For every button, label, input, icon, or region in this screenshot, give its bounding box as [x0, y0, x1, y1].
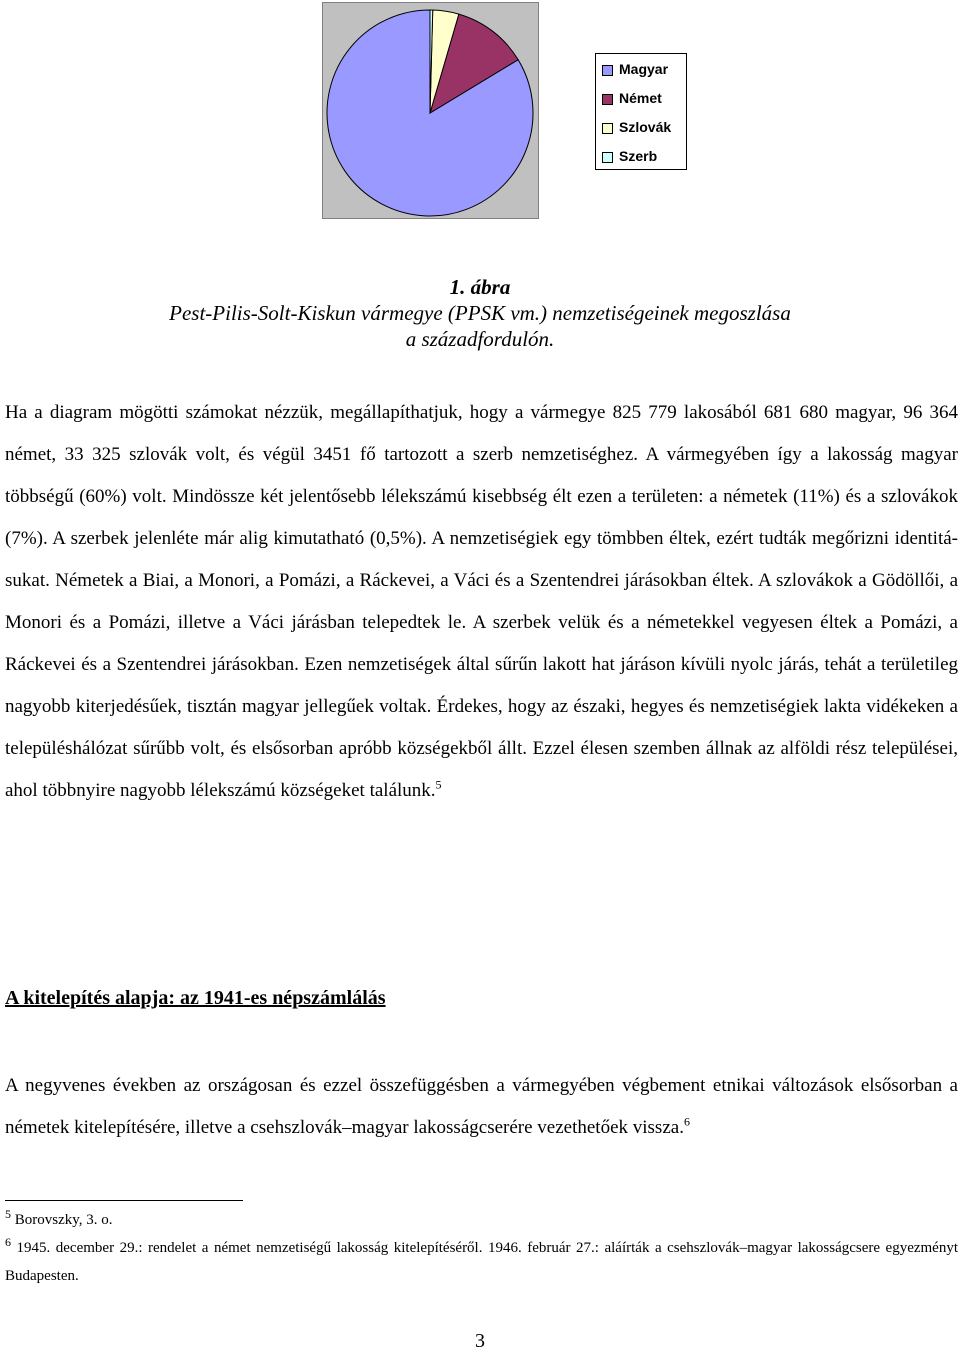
legend-label-magyar: Magyar [619, 61, 669, 77]
footnote-5-number: 5 [5, 1207, 11, 1221]
page-number: 3 [475, 1330, 485, 1352]
footnote-5 [5, 1206, 958, 1234]
paragraph-population-text: Ha a diagram mögötti számokat nézzük, megállapíthatjuk, hogy a vármegye 825 779 lakosából 681 680 magyar, 96 364 német, 33 325 szlovák volt, és végül 3451 fő tartozott a szerb nemzetiséghez. A vármegyében így a lakosság magyar többségű (60%) volt. Mindössze két jelentősebb lélekszámú kisebbség élt ezen a területen: a németek (11%) és a szlovákok (7%). A szerbek jelenléte már alig kimutatható (0,5%). A nemzetiségiek egy tömbben éltek, ezért tudták megőrizni identitásukat. Németek a Biai, a Monori, a Pomázi, a Ráckevei, a Váci és a Szentendrei járásokban éltek. A szlovákok a Gödöllői, a Monori és a Pomázi, illetve a Váci járásban telepedtek le. A szerbek velük és a németekkel vegyesen éltek a Pomázi, a Ráckevei és a Szentendrei járásokban. Ezen nemzetiségek által sűrűn lakott hat járáson kívüli nyolc járás, tehát a területileg nagyobb kiterjedésűek, tisztán magyar jellegűek voltak. Érdekes, hogy az északi, hegyes és nemzetiségiek lakta vidékeken a településhálózat sűrűbb volt, és elsősorban apróbb községekből állt. Ezzel élesen szemben állnak az alföldi rész települései, ahol többnyire nagyobb lélekszámú községeket találunk. [5, 402, 958, 801]
legend-item-szerb [602, 148, 686, 177]
footnote-6-number: 6 [5, 1235, 11, 1249]
legend-label-nemet: Német [619, 90, 662, 106]
pie-chart-area [322, 2, 539, 219]
paragraph-ethnic-changes-text: A negyvenes években az országosan és ezzel összefüggésben a vármegyében végbement etnikai változások elsősorban a németek kitelepítésére, illetve a csehszlovák–magyar lakosságcserére vezethetőek vissza. [5, 1075, 958, 1138]
figure-number: 1. ábra [449, 275, 511, 299]
footnote-ref-5: 5 [435, 777, 442, 792]
figure-caption [0, 274, 960, 352]
legend-item-magyar [602, 61, 686, 90]
footnote-separator [5, 1200, 243, 1201]
footnote-5-text: Borovszky, 3. o. [14, 1212, 113, 1228]
legend-swatch-szlovak [602, 123, 613, 134]
paragraph-ethnic-changes [5, 1065, 958, 1149]
footnote-ref-6: 6 [683, 1114, 690, 1129]
paragraph-population [5, 392, 958, 812]
figure-caption-line2: a századfordulón. [405, 327, 555, 351]
legend-swatch-szerb [602, 152, 613, 163]
footnote-6-text: 1945. december 29.: rendelet a német nemzetiségű lakosság kitelepítéséről. 1946. február 27.: aláírták a csehszlovák–magyar lakosságcsere egyezményt Budapesten. [5, 1240, 958, 1284]
legend-item-szlovak [602, 119, 686, 148]
legend-swatch-magyar [602, 65, 613, 76]
figure-caption-line1: Pest-Pilis-Solt-Kiskun vármegye (PPSK vm.) nemzetiségeinek megoszlása [169, 301, 791, 325]
legend-label-szlovak: Szlovák [619, 119, 672, 135]
footnote-6 [5, 1234, 958, 1290]
legend-label-szerb: Szerb [619, 148, 658, 164]
pie-chart [323, 3, 538, 218]
legend-item-nemet [602, 90, 686, 119]
chart-legend [595, 53, 687, 170]
legend-swatch-nemet [602, 94, 613, 105]
section-heading: A kitelepítés alapja: az 1941-es népszámlálás [5, 987, 386, 1009]
